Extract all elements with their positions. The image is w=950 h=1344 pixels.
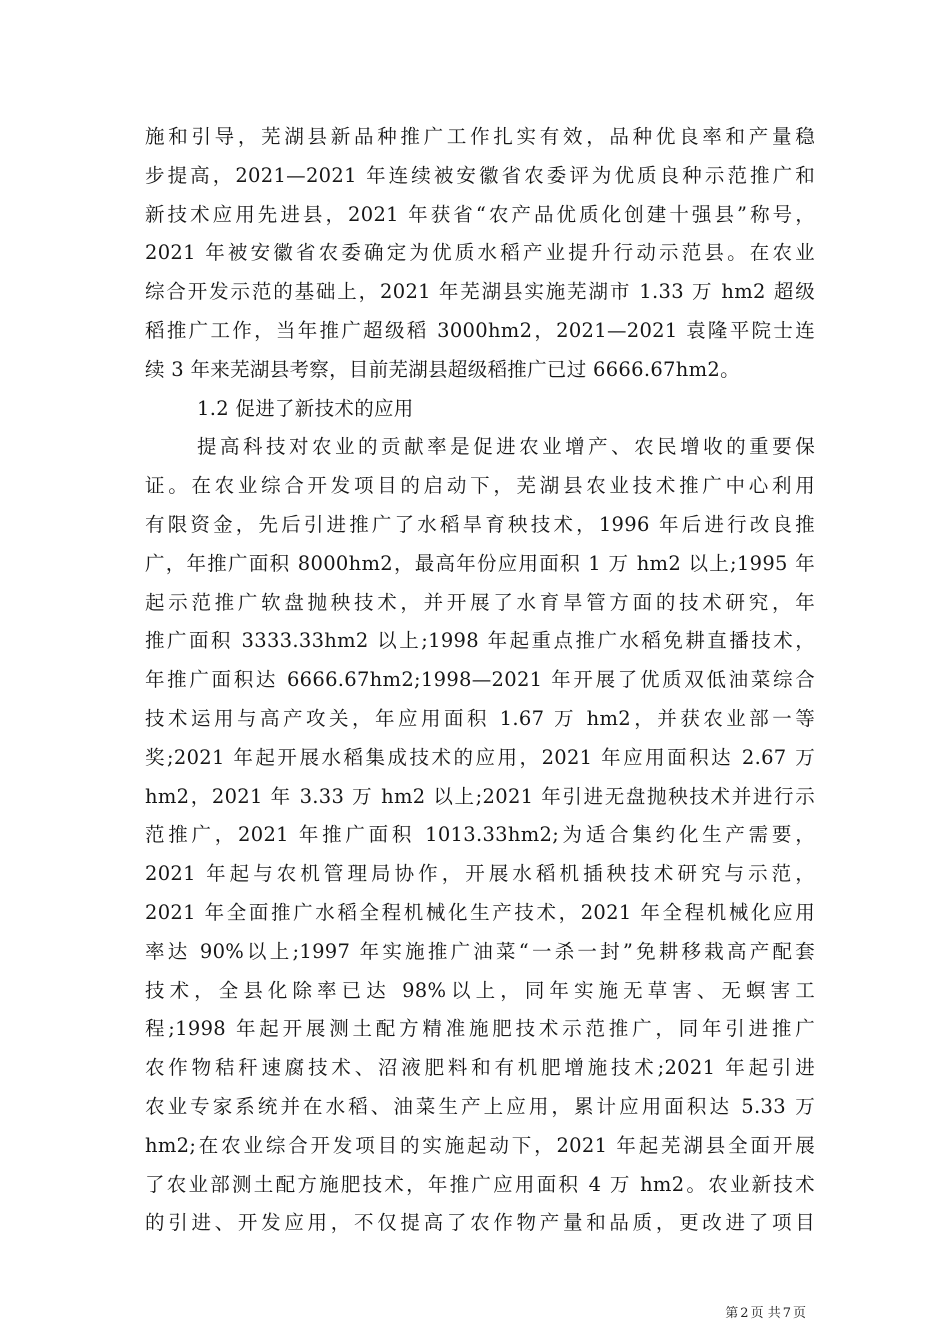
text-line: 农作物秸秆速腐技术、沼液肥料和有机肥增施技术;2021 年起引进 (145, 1056, 815, 1080)
total-pages: 7 (782, 1306, 791, 1321)
text-line: 推广面积 3333.33hm2 以上;1998 年起重点推广水稻免耕直播技术， (145, 629, 815, 653)
footer-suffix: 页 (792, 1306, 806, 1321)
text-line: 技术，全县化除率已达 98%以上，同年实施无草害、无螟害工 (145, 978, 815, 1002)
text-line: hm2;在农业综合开发项目的实施起动下，2021 年起芜湖县全面开展 (145, 1133, 815, 1157)
text-line: 证。在农业综合开发项目的启动下，芜湖县农业技术推广中心利用 (145, 474, 815, 498)
text-line: 2021 年全面推广水稻全程机械化生产技术，2021 年全程机械化应用 (145, 900, 815, 924)
text-line: 广，年推广面积 8000hm2，最高年份应用面积 1 万 hm2 以上;1995 年 (145, 551, 815, 575)
text-line: 程;1998 年起开展测土配方精准施肥技术示范推广，同年引进推广 (145, 1017, 815, 1041)
page-footer (0, 1302, 807, 1321)
text-line: 了农业部测土配方施肥技术，年推广应用面积 4 万 hm2。农业新技术 (145, 1172, 815, 1196)
text-line: 2021 年起与农机管理局协作，开展水稻机插秧技术研究与示范， (145, 862, 815, 886)
text-line: 有限资金，先后引进推广了水稻旱育秧技术，1996 年后进行改良推 (145, 512, 815, 536)
footer-middle: 页 共 (750, 1306, 781, 1321)
text-line: 范推广，2021 年推广面积 1013.33hm2;为适合集约化生产需要， (145, 823, 815, 847)
text-line: 率达 90%以上;1997 年实施推广油菜“一杀一封”免耕移栽高产配套 (145, 939, 815, 963)
footer-prefix: 第 (725, 1306, 739, 1321)
text-line: 提高科技对农业的贡献率是促进农业增产、农民增收的重要保 (197, 435, 815, 459)
text-line: 新技术应用先进县，2021 年获省“农产品优质化创建十强县”称号， (145, 202, 815, 226)
text-line: 续 3 年来芜湖县考察，目前芜湖县超级稻推广已过 6666.67hm2。 (145, 357, 740, 381)
text-line: 步提高，2021—2021 年连续被安徽省农委评为优质良种示范推广和 (145, 163, 815, 187)
page-number: 2 (740, 1306, 749, 1321)
text-line: 技术运用与高产攻关，年应用面积 1.67 万 hm2，并获农业部一等 (145, 706, 815, 730)
body-text (145, 118, 815, 1243)
text-line: 年推广面积达 6666.67hm2;1998—2021 年开展了优质双低油菜综合 (145, 668, 815, 692)
text-line: 起示范推广软盘抛秧技术，并开展了水育旱管方面的技术研究，年 (145, 590, 815, 614)
text-line: 奖;2021 年起开展水稻集成技术的应用，2021 年应用面积达 2.67 万 (145, 745, 815, 769)
text-line: 2021 年被安徽省农委确定为优质水稻产业提升行动示范县。在农业 (145, 241, 815, 265)
section-heading: 1.2 促进了新技术的应用 (197, 396, 414, 420)
text-line: 施和引导，芜湖县新品种推广工作扎实有效，品种优良率和产量稳 (145, 125, 815, 148)
text-line: 农业专家系统并在水稻、油菜生产上应用，累计应用面积达 5.33 万 (145, 1094, 815, 1118)
text-line: 稻推广工作，当年推广超级稻 3000hm2，2021—2021 袁隆平院士连 (145, 318, 815, 342)
text-line: 综合开发示范的基础上，2021 年芜湖县实施芜湖市 1.33 万 hm2 超级 (145, 280, 815, 304)
text-line: hm2，2021 年 3.33 万 hm2 以上;2021 年引进无盘抛秧技术并进行示 (145, 784, 815, 808)
text-line: 的引进、开发应用，不仅提高了农作物产量和品质，更改进了项目 (145, 1211, 815, 1235)
